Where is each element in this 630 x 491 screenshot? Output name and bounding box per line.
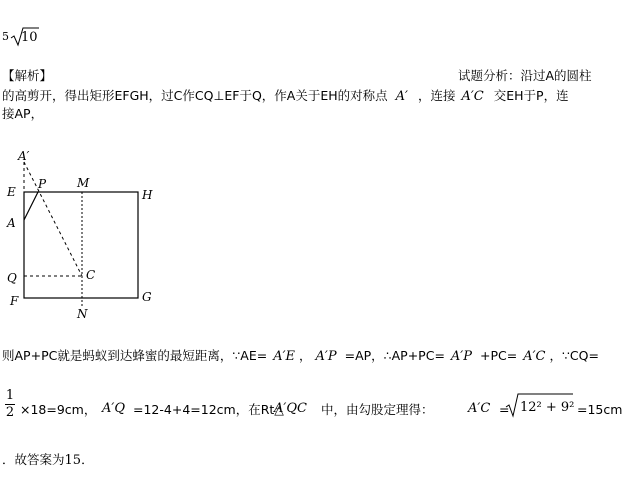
section-heading: 【解析】 bbox=[2, 68, 53, 83]
label-p: P bbox=[38, 177, 47, 191]
line6-part-2: ． bbox=[81, 452, 94, 467]
label-e: E bbox=[7, 185, 16, 199]
line5-part-2: =12-4+4=12cm，在Rt△ bbox=[133, 402, 284, 417]
label-g: G bbox=[142, 290, 152, 304]
line5-math-aprime-qc: A′QC bbox=[274, 401, 307, 416]
line2-text: 的高剪开，得出矩形EFGH，过C作CQ⊥EF于Q，作A关于EH的对称点 bbox=[2, 88, 388, 103]
line5-part-1: ×18=9cm， bbox=[20, 402, 97, 417]
analysis-line-3: 接AP， bbox=[2, 106, 44, 121]
label-n: N bbox=[77, 307, 88, 320]
line4-part-5: ，∵CQ= bbox=[549, 348, 599, 363]
line4-math-aprime-p-2: A′P bbox=[450, 349, 473, 364]
label-h: H bbox=[142, 188, 153, 202]
dashed-aprime-c bbox=[24, 162, 82, 276]
analysis-line-6 bbox=[2, 452, 94, 469]
line2-mid: ，连接 bbox=[417, 88, 456, 103]
line4-part-4: +PC= bbox=[480, 348, 518, 363]
label-m: M bbox=[77, 176, 90, 190]
answer-coefficient: 5 bbox=[2, 30, 9, 43]
line2-math-a-prime: A′ bbox=[395, 89, 408, 104]
line2-end: 交EH于P，连 bbox=[493, 88, 569, 103]
label-f: F bbox=[10, 294, 19, 308]
analysis-line-2 bbox=[2, 88, 569, 105]
analysis-label: 试题分析：沿过A的圆柱 bbox=[458, 68, 592, 83]
analysis-line-4 bbox=[2, 348, 599, 365]
answer-radicand: 10 bbox=[21, 30, 38, 45]
final-answer-value: 15 bbox=[64, 453, 82, 468]
line4-part-3: =AP，∴AP+PC= bbox=[344, 348, 445, 363]
line2-math-ac: A′C bbox=[461, 89, 484, 104]
label-q: Q bbox=[7, 271, 17, 285]
line5-part-3: 中，由勾股定理得： bbox=[321, 402, 434, 417]
sqrt-content: 12² + 9² bbox=[520, 400, 575, 415]
geometry-figure bbox=[0, 148, 170, 320]
label-c: C bbox=[86, 268, 96, 282]
segment-ap bbox=[24, 192, 38, 220]
line4-math-aprime-c: A′C bbox=[523, 349, 546, 364]
line5-math-aprime-c: A′C bbox=[468, 401, 491, 416]
fraction-denominator: 2 bbox=[5, 405, 15, 420]
line5-math-aprime-q: A′Q bbox=[102, 401, 125, 416]
label-a-prime: A′ bbox=[18, 149, 30, 163]
fraction-numerator: 1 bbox=[5, 388, 15, 403]
label-a: A bbox=[7, 216, 16, 230]
line4-part-1: 则AP+PC就是蚂蚁到达蜂蜜的最短距离，∵AE= bbox=[2, 348, 268, 363]
line4-math-aprime-p: A′P bbox=[315, 349, 337, 364]
line6-part-1: ．故答案为 bbox=[2, 452, 65, 467]
line5-equals: = bbox=[499, 402, 510, 417]
rectangle-efgh bbox=[24, 192, 138, 298]
line4-math-aprime-e: A′E bbox=[273, 349, 296, 364]
fraction-one-half bbox=[4, 388, 16, 421]
line5-part-5: =15cm bbox=[577, 402, 623, 417]
line4-part-2: ， bbox=[299, 348, 312, 363]
